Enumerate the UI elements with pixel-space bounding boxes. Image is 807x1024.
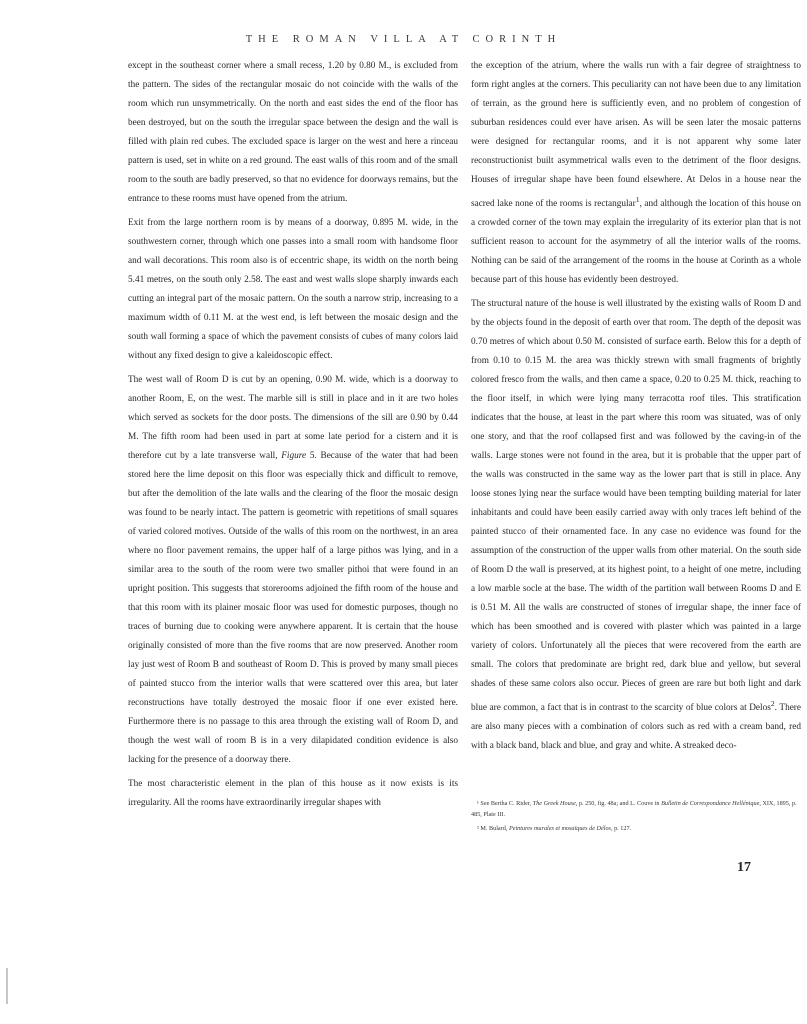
paragraph: Exit from the large northern room is by means of a doorway, 0.895 M. wide, in the southwestern corner, through which one passes into a small room with handsome floor and wall decorations. This room also is of eccentric shape, its width on the north being 5.41 metres, on the south only 2.58. The east and west walls slope sharply inwards each cutting an integral part of the mosaic pattern. On the south a narrow strip, increasing to a maximum width of 0.11 M. at the west end, is left between the mosaic design and the south wall forming a space of which the pavement consists of cubes of many colors laid without any fixed design to give a kaleidoscopic effect. (128, 218, 458, 361)
paragraph-text: 5. Because of the water that had been stored here the lime deposit on this floor was especially thick and difficult to remove, but after the demolition of the late walls and the clearing of the floor the mosaic design was found to be nearly intact. The pattern is geometric with repetitions of small squares of varied colored motives. Outside of the walls of this room on the northwest, in an area where no floor pavement remains, the upper half of a large pithos was lying, and in a similar area to the south of the room were two smaller pithoi that were found in an upright position. This suggests that storerooms adjoined the fifth room of the house and that this room with its plainer mosaic floor was used for domestic purposes, though no traces of burning due to cooking were anywhere apparent. It is certain that the house originally consisted of more than the five rooms that are now preserved. Another room lay just west of Room B and southeast of Room D. This is proved by many small pieces of painted stucco from the interior walls that were scattered over this area, but later reconstructions have totally destroyed the mosaic floor if one ever existed here. Furthermore there is no passage to this area through the existing wall of Room D, and though the west wall of room B is in a very dilapidated condition evidence is also lacking for the presence of a doorway there. (128, 451, 458, 765)
paragraph: The most characteristic element in the plan of this house as it now exists is its irregularity. All the rooms have extraordinarily irregular shapes with (128, 779, 458, 808)
footnote-text: , XIX, 1895, p. 485, Plate III. (471, 800, 797, 818)
footnote (471, 823, 801, 834)
paragraph-text: . There are also many pieces with a combination of colors such as red with a cream band, red with a black band, black and blue, and gray and white. A streaked deco- (471, 703, 801, 752)
running-header: THE ROMAN VILLA AT CORINTH (245, 34, 562, 45)
footnote-text: , p. 127. (610, 825, 632, 832)
right-column (471, 57, 801, 761)
footnote-marker: 2 (770, 699, 775, 709)
footnotes (471, 798, 801, 837)
paragraph-text: the exception of the atrium, where the walls run with a fair degree of straightness to form right angles at the corners. This peculiarity can not have been due to any limitation of terrain, as the ground here is sufficiently even, and no problem of congestion of suburban residences could ever have arisen. As will be seen later the mosaic patterns were designed for rectangular rooms, and it is not apparent why some later reconstructionist built asymmetrical walls even to the detriment of the floor designs. Houses of irregular shape have been found elsewhere. At Delos in a house near the sacred lake none of the rooms is rectangular (471, 61, 801, 210)
paragraph (128, 371, 458, 770)
figure-reference: Figure (281, 451, 307, 461)
margin-mark (4, 968, 10, 1004)
footnote-text: , p. 250, fig. 48a; and L. Couve in (575, 800, 662, 807)
footnote-marker: 1 (635, 195, 640, 204)
footnote-title: Peintures murales et mosaïques de Délos (508, 825, 611, 832)
footnote-text: ¹ See Bertha C. Rider, (477, 800, 533, 807)
paragraph (471, 295, 801, 756)
paragraph (471, 57, 801, 290)
footnote (471, 798, 801, 820)
paragraph: except in the southeast corner where a small recess, 1.20 by 0.80 M., is excluded from the pattern. The sides of the rectangular mosaic do not coincide with the walls of the room which run unsymmetrically. On the north and east sides the end of the floor has been destroyed, but on the south the irregular space between the design and the wall is filled with plain red cubes. The excluded space is larger on the west and here a rinceau pattern is used, set in white on a red ground. The east walls of this room and of the small room to the south are badly preserved, so that no evidence for doorways remains, but the entrance to these rooms must have opened from the atrium. (128, 61, 458, 204)
left-column (128, 57, 458, 818)
paragraph-text: , and although the location of this house on a crowded corner of the town may explain the irregularity of its exterior plan that is not sufficient reason to account for the asymmetry of all the interior walls of the rooms. Nothing can be said of the arrangement of the rooms in the house at Corinth as a whole because part of this house has evidently been destroyed. (471, 199, 801, 286)
page-number: 17 (737, 860, 751, 875)
paragraph-text: The west wall of Room D is cut by an opening, 0.90 M. wide, which is a doorway to another Room, E, on the west. The marble sill is still in place and in it are two holes which served as sockets for the door posts. The dimensions of the sill are 0.90 by 0.44 M. The fifth room had been used in part at some late period for a cistern and it is therefore cut by a late transverse wall, (128, 375, 458, 461)
footnote-text: ² M. Bulard, (477, 825, 509, 832)
footnote-title: The Greek House (532, 800, 576, 807)
footnote-title: Bulletin de Correspondance Hellénique (661, 800, 760, 807)
paragraph-text: The structural nature of the house is well illustrated by the existing walls of Room D and by the objects found in the deposit of earth over that room. The depth of the deposit was 0.70 metres of which about 0.50 M. consisted of surface earth. Below this for a depth of from 0.10 to 0.15 M. the area was thickly strewn with small fragments of brightly colored fresco from the walls, and then came a space, 0.20 to 0.25 M. thick, reaching to the floor itself, in which were lying many terracotta roof tiles. This stratification indicates that the house, at least in the part where this room was situated, was of only one story, and that the roof collapsed first and was followed by the caving-in of the walls. Large stones were not found in the area, but it is probable that the upper part of the walls was constructed in the same way as the lower part that is still in place. Any loose stones lying near the surface would have been tempting building material for later inhabitants and could have been easily carried away with only traces left behind of the painted stucco of their ornamented face. In any case no evidence was found for the assumption of the construction of the upper walls from other material. On the south side of Room D the wall is preserved, at its highest point, to a height of one metre, including a low marble socle at the base. The width of the partition wall between Rooms D and E is 0.51 M. All the walls are constructed of stones of irregular shape, the inner face of which has been smoothed and is covered with plaster which was painted in a large variety of colors. Unfortunately all the pieces that were recovered from the earth are small. The colors that predominate are bright red, dark blue and yellow, but several shades of these same colors also occur. Pieces of green are rare but both light and dark blue are common, a fact that is in contrast to the scarcity of blue colors at Delos (471, 299, 801, 714)
